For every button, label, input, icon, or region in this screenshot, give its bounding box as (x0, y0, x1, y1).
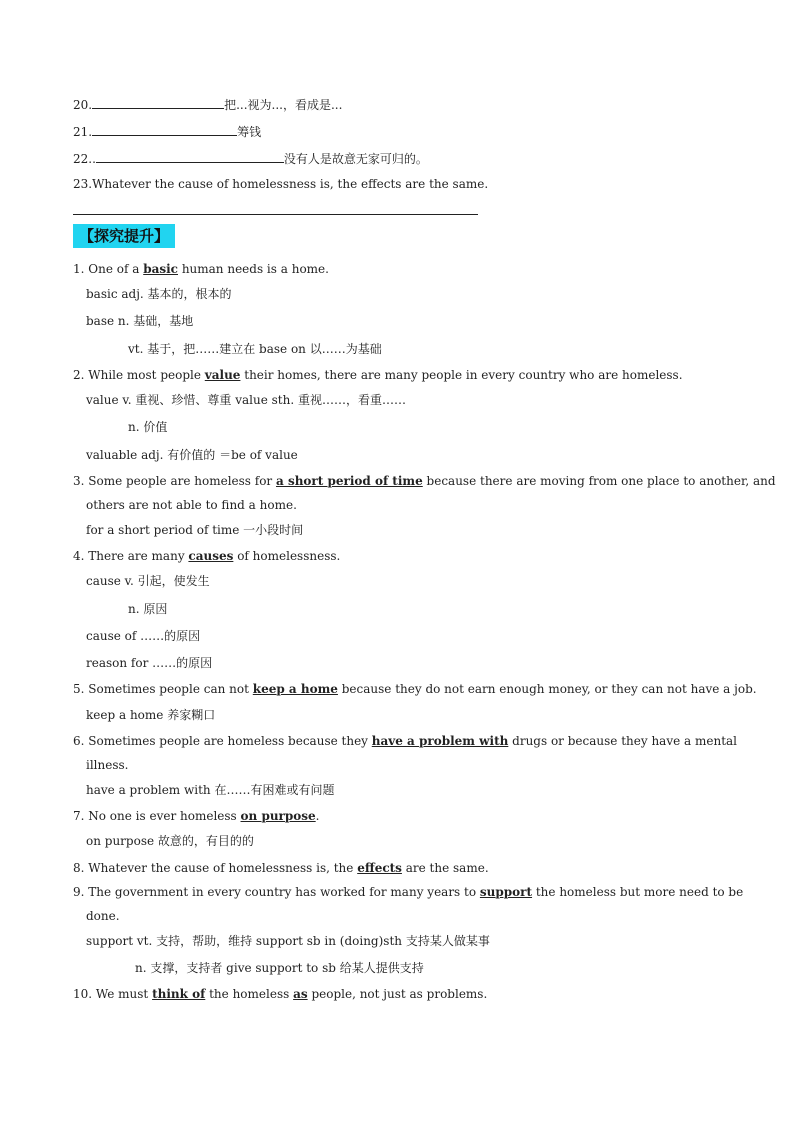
sentence-text: of homelessness. (233, 549, 341, 563)
fill-item-22 (73, 150, 428, 167)
sentence-text: 9. The government in every country has worked for many years to (73, 885, 480, 899)
item-23-sentence: 23.Whatever the cause of homelessness is, the effects are the same. (73, 177, 489, 191)
item-number: 20. (73, 98, 93, 112)
note-value-n: n. 价值 (128, 420, 168, 434)
keyword: think of (152, 987, 206, 1001)
sentence-text: human needs is a home. (178, 262, 329, 276)
sentence-6-cont: illness. (86, 758, 129, 772)
sentence-7 (73, 808, 320, 824)
sentence-3-cont: others are not able to find a home. (86, 498, 297, 512)
sentence-2 (73, 367, 683, 383)
keyword: effects (357, 861, 402, 875)
note-keep-home: keep a home 养家糊口 (86, 708, 216, 722)
item-number: 21. (73, 125, 93, 139)
answer-line[interactable] (73, 214, 478, 215)
note-cause-of: cause of ……的原因 (86, 629, 201, 643)
sentence-1 (73, 261, 329, 277)
sentence-5 (73, 681, 757, 697)
sentence-text: 5. Sometimes people can not (73, 682, 253, 696)
sentence-text: are the same. (401, 861, 489, 875)
note-basic: basic adj. 基本的，根本的 (86, 287, 232, 301)
sentence-8 (73, 860, 489, 876)
sentence-text: 1. One of a (73, 262, 144, 276)
note-support-n: n. 支撑，支持者 give support to sb 给某人提供支持 (135, 961, 424, 975)
answer-blank[interactable] (92, 96, 224, 109)
sentence-text: . (315, 809, 320, 823)
note-value-v: value v. 重视、珍惜、尊重 value sth. 重视……，看重…… (86, 393, 406, 407)
keyword: support (479, 885, 533, 899)
item-number: 22.. (73, 152, 96, 166)
sentence-text: 7. No one is ever homeless (73, 809, 241, 823)
sentence-text: because they do not earn enough money, or they can not have a job. (337, 682, 757, 696)
note-on-purpose: on purpose 故意的，有目的的 (86, 834, 254, 848)
keyword: as (293, 987, 308, 1001)
sentence-9 (73, 884, 743, 900)
sentence-text: 10. We must (73, 987, 153, 1001)
sentence-text: people, not just as problems. (307, 987, 488, 1001)
note-reason-for: reason for ……的原因 (86, 656, 213, 670)
keyword: keep a home (252, 682, 338, 696)
keyword: on purpose (240, 809, 316, 823)
sentence-text: because there are moving from one place to another, and (422, 474, 776, 488)
sentence-4 (73, 548, 340, 564)
keyword: basic (143, 262, 178, 276)
sentence-text: the homeless but more need to be (532, 885, 744, 899)
keyword: causes (188, 549, 234, 563)
note-base-vt: vt. 基于，把……建立在 base on 以……为基础 (128, 342, 382, 356)
sentence-text: 6. Sometimes people are homeless because they (73, 734, 372, 748)
sentence-10 (73, 986, 487, 1002)
note-cause-v: cause v. 引起，使发生 (86, 574, 210, 588)
sentence-9-cont: done. (86, 909, 120, 923)
note-valuable: valuable adj. 有价值的 ＝be of value (86, 448, 298, 462)
sentence-text: 2. While most people (73, 368, 205, 382)
sentence-text: their homes, there are many people in every country who are homeless. (240, 368, 683, 382)
sentence-text: 4. There are many (73, 549, 189, 563)
fill-item-21 (73, 123, 261, 140)
keyword: have a problem with (371, 734, 509, 748)
sentence-6 (73, 733, 737, 749)
sentence-text: the homeless (205, 987, 294, 1001)
sentence-text: 3. Some people are homeless for (73, 474, 276, 488)
note-base-n: base n. 基础，基地 (86, 314, 194, 328)
sentence-text: drugs or because they have a mental (508, 734, 738, 748)
item-prompt: 把...视为...，看成是... (224, 98, 343, 112)
answer-blank[interactable] (92, 123, 237, 136)
sentence-text: 8. Whatever the cause of homelessness is, the (73, 861, 358, 875)
section-heading: 【探究提升】 (73, 224, 175, 248)
sentence-3 (73, 473, 776, 489)
note-have-problem: have a problem with 在……有困难或有问题 (86, 783, 335, 797)
item-prompt: 筹钱 (237, 125, 262, 139)
note-short-period: for a short period of time 一小段时间 (86, 523, 304, 537)
answer-blank[interactable] (96, 150, 284, 163)
note-cause-n: n. 原因 (128, 602, 168, 616)
fill-item-20 (73, 96, 342, 113)
keyword: value (204, 368, 241, 382)
keyword: a short period of time (275, 474, 423, 488)
note-support-vt: support vt. 支持，帮助，维持 support sb in (doing)sth 支持某人做某事 (86, 934, 490, 948)
item-prompt: 没有人是故意无家可归的。 (283, 152, 428, 166)
